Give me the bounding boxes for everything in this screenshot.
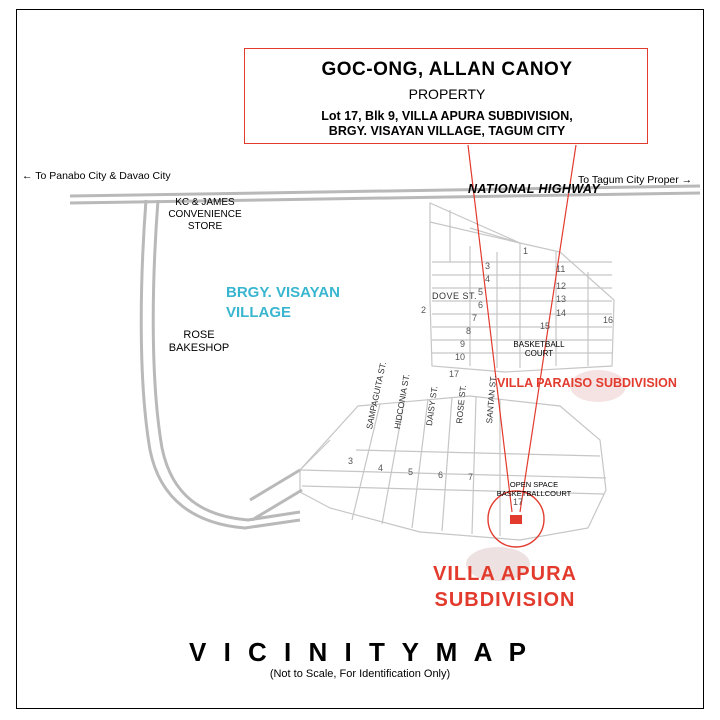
- block-number: 16: [603, 315, 614, 325]
- block-number: 3: [348, 456, 354, 466]
- block-number: 17: [449, 369, 460, 379]
- block-number: 13: [556, 294, 567, 304]
- address-line-1: Lot 17, Blk 9, VILLA APURA SUBDIVISION,: [321, 109, 573, 123]
- property-label: PROPERTY: [408, 86, 486, 102]
- dove-street-label: DOVE ST.: [432, 291, 478, 301]
- block-number: 7: [472, 313, 478, 323]
- villa-apura-label: VILLA APURA SUBDIVISION: [433, 563, 577, 611]
- block-number: 5: [408, 467, 414, 477]
- block-number: 15: [540, 321, 551, 331]
- block-number: 14: [556, 308, 567, 318]
- block-number: 6: [438, 470, 444, 480]
- street-label-santan: SANTAN ST.: [484, 374, 499, 424]
- map-note: (Not to Scale, For Identification Only): [269, 668, 451, 680]
- street-label-daisy: DAISY ST.: [424, 385, 440, 427]
- target-lot-number: 17: [513, 497, 524, 507]
- block-number: 8: [466, 326, 472, 336]
- block-number: 3: [485, 261, 491, 271]
- block-number: 11: [556, 264, 566, 274]
- owner-name: GOC-ONG, ALLAN CANOY: [321, 59, 573, 80]
- villa-paraiso-label: VILLA PARAISO SUBDIVISION: [497, 376, 677, 390]
- direction-right-label: To Tagum City Proper →: [578, 174, 693, 186]
- direction-left-label: ← To Panabo City & Davao City: [22, 170, 171, 182]
- property-callout: [244, 48, 648, 144]
- street-label-sampaguita: SAMPAGUITA ST.: [364, 360, 389, 431]
- street-label-hidconia: HIDCONIA ST.: [392, 373, 412, 430]
- block-number: 12: [556, 281, 567, 291]
- rose-bakeshop-label: ROSE BAKESHOP: [168, 329, 230, 354]
- national-highway-label: NATIONAL HIGHWAY: [468, 182, 601, 196]
- block-number: 4: [485, 274, 491, 284]
- address-line-2: BRGY. VISAYAN VILLAGE, TAGUM CITY: [328, 124, 566, 138]
- block-number: 5: [478, 287, 484, 297]
- barangay-visayan-village-label: BRGY. VISAYAN VILLAGE: [226, 284, 340, 321]
- block-number: 2: [421, 305, 427, 315]
- block-number: 10: [455, 352, 466, 362]
- block-number: 9: [460, 339, 466, 349]
- open-space-label: OPEN SPACE BASKETBALLCOURT: [496, 480, 572, 498]
- map-title: V I C I N I T Y M A P: [189, 637, 531, 667]
- block-number: 6: [478, 300, 484, 310]
- street-label-rose: ROSE ST.: [454, 384, 468, 425]
- block-number: 4: [378, 463, 384, 473]
- basketball-court-label: BASKETBALL COURT: [513, 340, 565, 358]
- block-number: 7: [468, 472, 474, 482]
- block-number: 1: [523, 246, 529, 256]
- kc-james-store-label: KC & JAMES CONVENIENCE STORE: [168, 197, 242, 232]
